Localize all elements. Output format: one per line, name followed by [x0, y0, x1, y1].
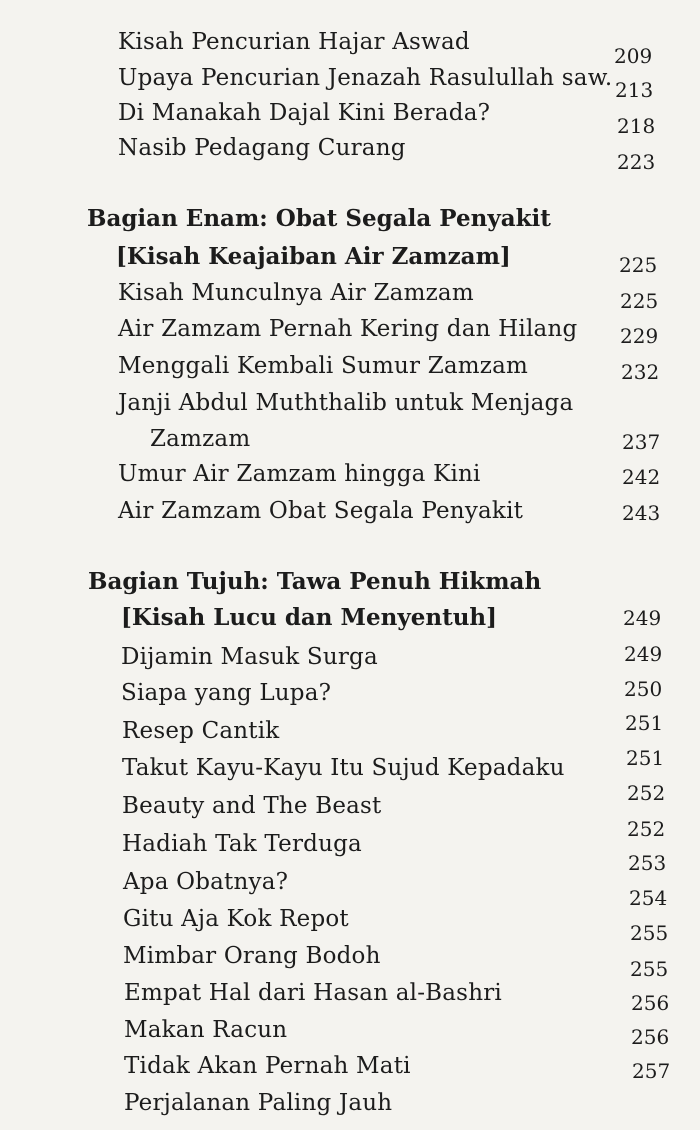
toc-entry-title: Dijamin Masuk Surga [121, 644, 378, 670]
toc-entry-title: Air Zamzam Pernah Kering dan Hilang [118, 316, 578, 342]
toc-entry-title: Kisah Pencurian Hajar Aswad [118, 29, 470, 55]
toc-entry-title: Tidak Akan Pernah Mati [124, 1053, 411, 1079]
toc-entry-title: Perjalanan Paling Jauh [124, 1090, 393, 1116]
toc-entry-page: 250 [624, 677, 663, 701]
toc-entry-page: 256 [631, 1025, 670, 1049]
toc-entry-page: 225 [620, 289, 659, 313]
toc-entry-title: Mimbar Orang Bodoh [123, 943, 381, 969]
toc-entry-page: 223 [617, 150, 656, 174]
toc-entry-title: Makan Racun [124, 1017, 288, 1043]
toc-entry-title: Empat Hal dari Hasan al-Bashri [124, 980, 502, 1006]
toc-entry-page: 255 [630, 921, 669, 945]
toc-entry-page: 254 [629, 886, 668, 910]
toc-entry-title: Siapa yang Lupa? [121, 680, 332, 706]
toc-entry-title: Menggali Kembali Sumur Zamzam [118, 353, 529, 379]
toc-entry-title: Upaya Pencurian Jenazah Rasulullah saw. [118, 65, 613, 91]
toc-entry-title: Air Zamzam Obat Segala Penyakit [118, 498, 524, 524]
toc-entry-page: 252 [627, 817, 666, 841]
toc-entry-page: 218 [617, 114, 656, 138]
toc-entry-title: Takut Kayu-Kayu Itu Sujud Kepadaku [122, 755, 565, 781]
toc-entry-page: 255 [630, 957, 669, 981]
toc-entry-title: Gitu Aja Kok Repot [123, 906, 349, 932]
toc-entry-page: 242 [622, 465, 661, 489]
toc-entry-title: Umur Air Zamzam hingga Kini [118, 461, 481, 487]
toc-entry-page: 213 [615, 78, 654, 102]
toc-entry-page: 229 [620, 324, 659, 348]
toc-entry-page: 237 [622, 430, 661, 454]
toc-entry-title: Nasib Pedagang Curang [118, 135, 406, 161]
section-heading: Bagian Enam: Obat Segala Penyakit [87, 205, 551, 232]
toc-entry-page: 257 [632, 1059, 671, 1083]
toc-entry-page: 249 [624, 642, 663, 666]
toc-entry-title: Janji Abdul Muththalib untuk Menjaga [118, 390, 574, 416]
toc-entry-title: Resep Cantik [122, 718, 280, 744]
toc-entry-page: 256 [631, 991, 670, 1015]
section-subheading: [Kisah Keajaiban Air Zamzam] [116, 243, 511, 270]
toc-entry-page: 253 [628, 851, 667, 875]
section-heading: Bagian Tujuh: Tawa Penuh Hikmah [88, 568, 542, 595]
toc-entry-page: 232 [621, 360, 660, 384]
toc-entry-title: Hadiah Tak Terduga [122, 831, 362, 857]
toc-entry-page: 251 [625, 711, 664, 735]
toc-entry-page: 249 [623, 606, 662, 630]
toc-entry-title: Di Manakah Dajal Kini Berada? [118, 100, 491, 126]
toc-entry-title: Beauty and The Beast [122, 793, 382, 819]
toc-entry-page: 252 [627, 781, 666, 805]
section-subheading: [Kisah Lucu dan Menyentuh] [121, 604, 498, 631]
toc-entry-title: Kisah Munculnya Air Zamzam [118, 280, 474, 306]
toc-entry-page: 251 [626, 746, 665, 770]
toc-entry-page: 243 [622, 501, 661, 525]
toc-entry-page: 225 [619, 253, 658, 277]
toc-entry-page: 209 [614, 44, 653, 68]
toc-entry-title-continued: Zamzam [150, 426, 251, 452]
toc-entry-title: Apa Obatnya? [123, 869, 289, 895]
